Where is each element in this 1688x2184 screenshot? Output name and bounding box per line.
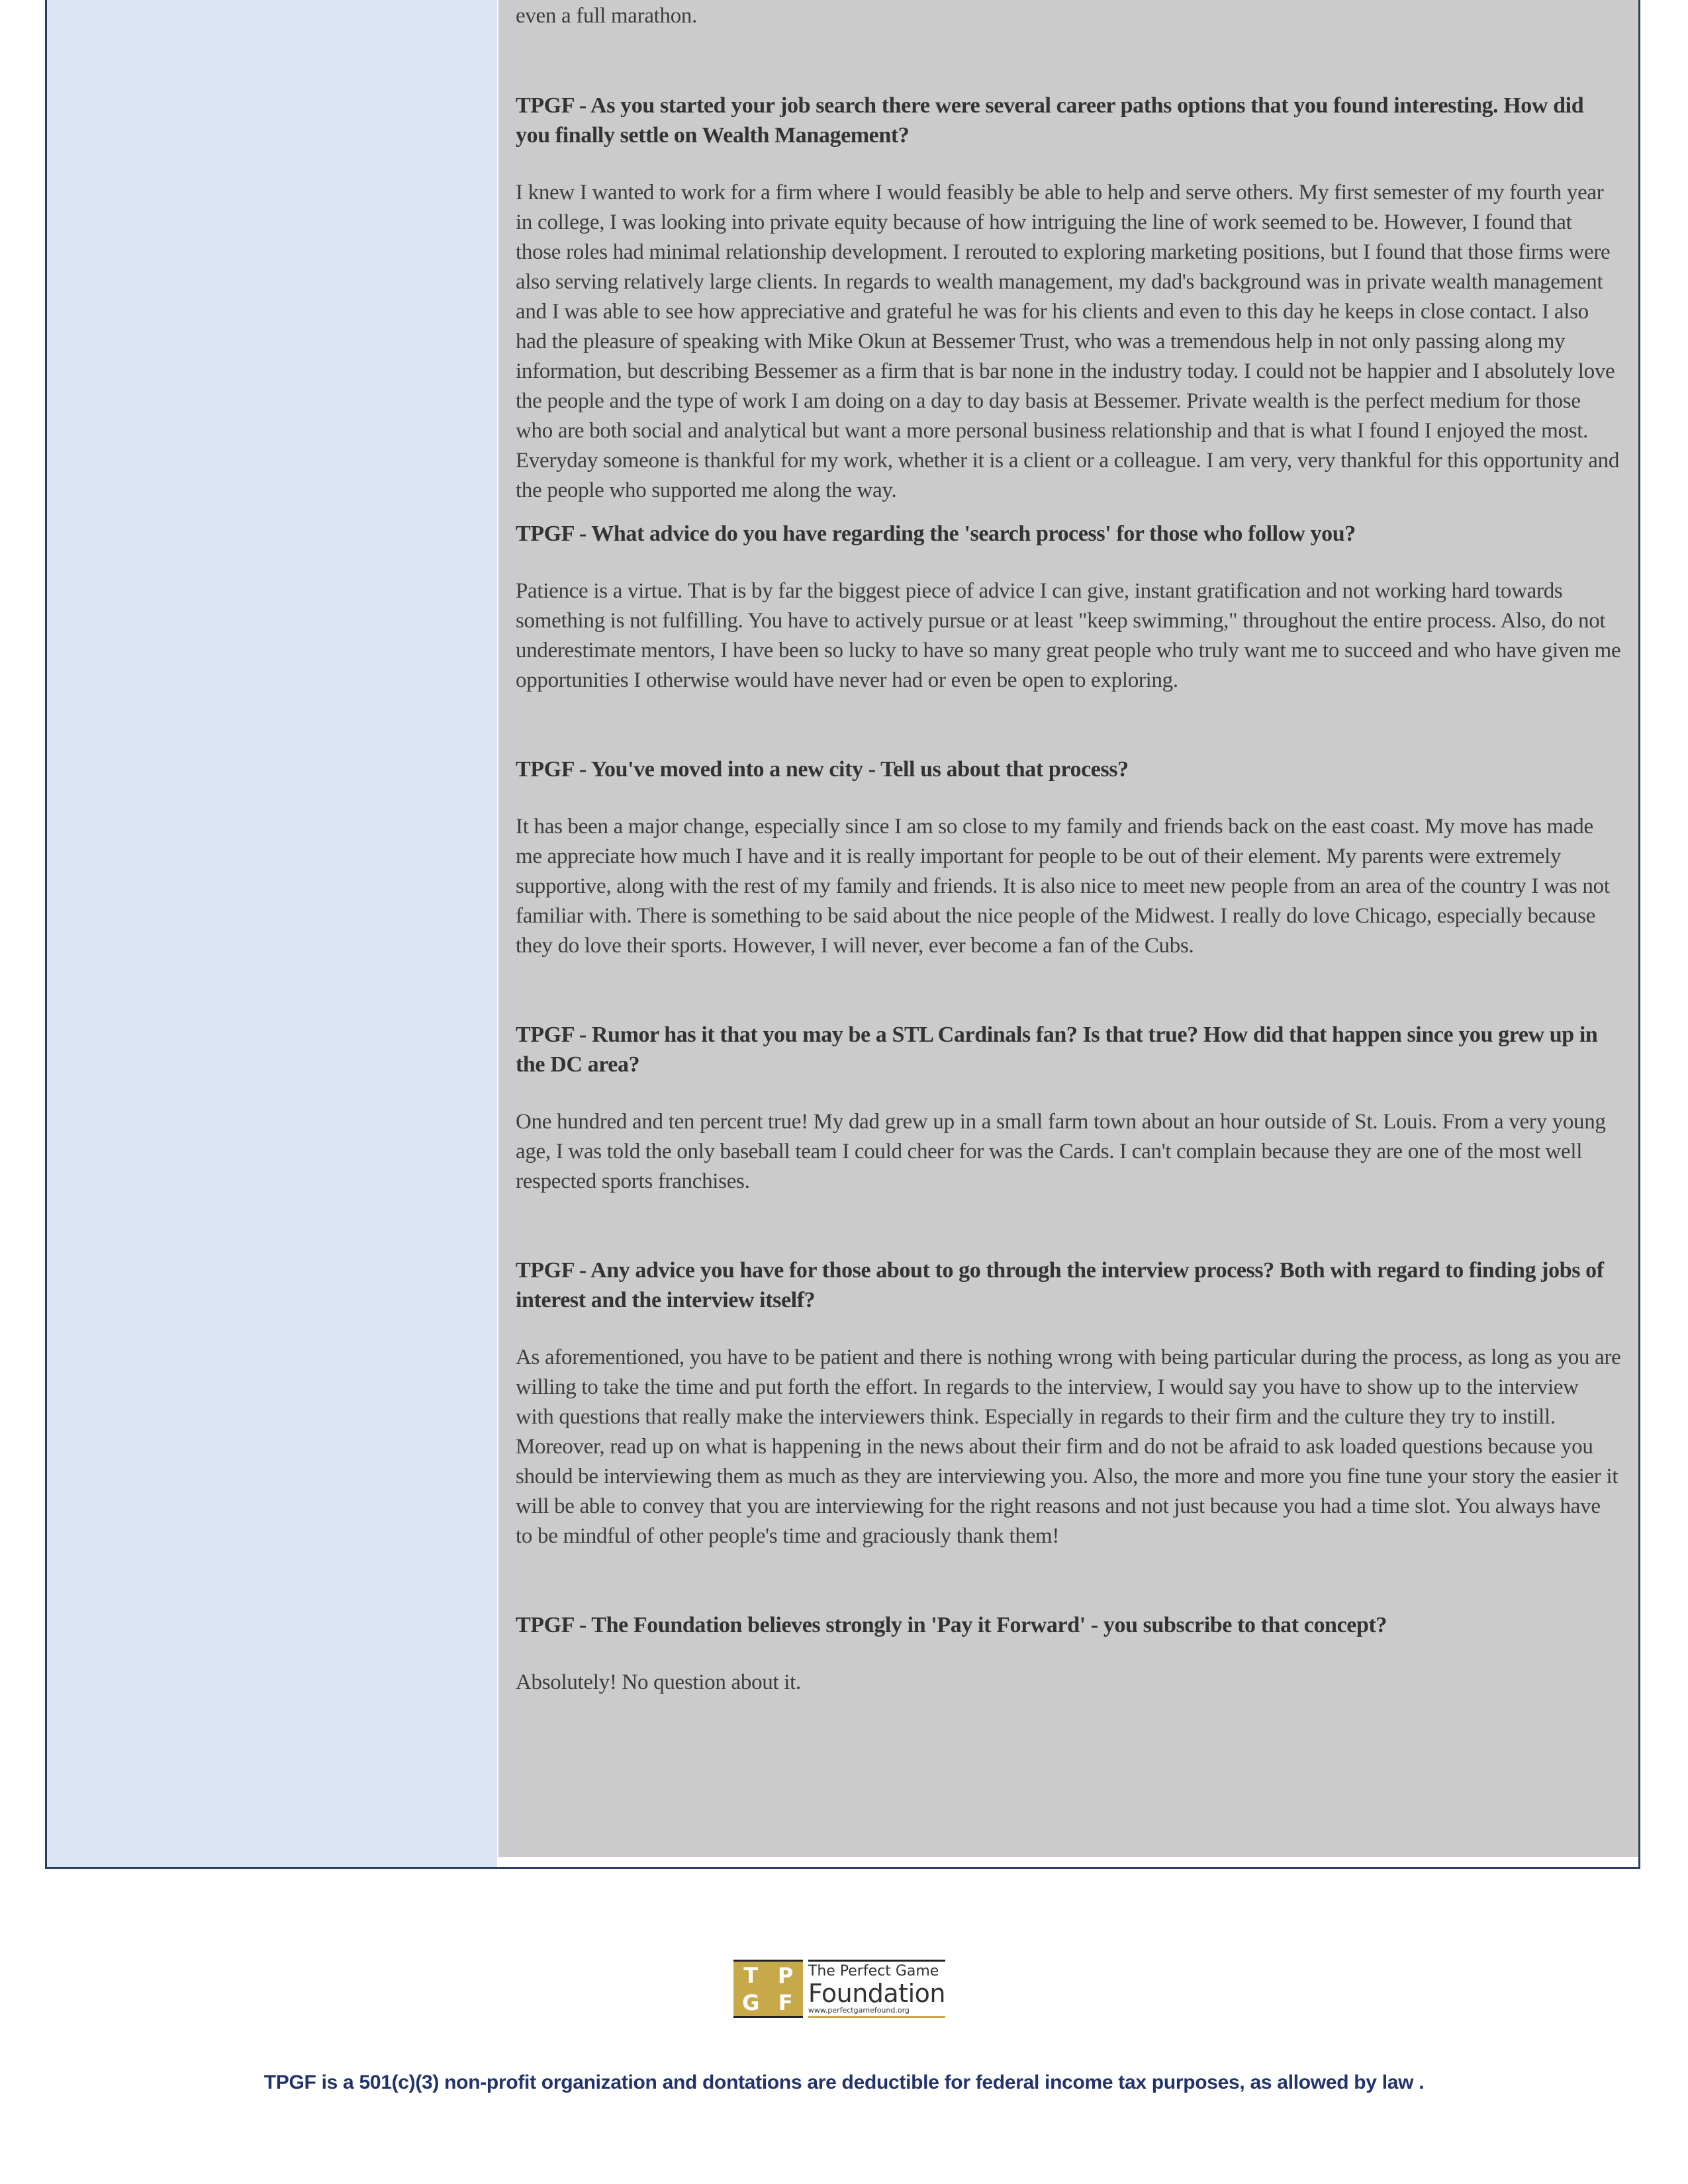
- answer-interview-advice: As aforementioned, you have to be patient and there is nothing wrong with being particular during the process, as long as you are willing to take the time and put forth the effort. In regards to the interview, I would say you have to show up to the interview with questions that really make the interviewers think. Especially in regards to their firm and the culture they try to instill. Moreover, read up on what is happening in the news about their firm and do not be afraid to ask loaded questions because you should be interviewing them as much as they are interviewing you. Also, the more and more you fine tune your story the easier it will be able to convey that you are interviewing for the right reasons and not just because you had a time slot. You always have to be mindful of other people's time and graciously thank them!: [516, 1345, 1621, 1548]
- page-frame: [45, 0, 1640, 1869]
- logo-letter-t: T: [743, 1962, 759, 1988]
- question-career-path: TPGF - As you started your job search there were several career paths options that you found interesting. How did you finally settle on Wealth Management?: [516, 93, 1584, 148]
- tpgf-logo: [733, 1956, 945, 2022]
- logo-letter-f: F: [778, 1989, 793, 2015]
- question-search-process: TPGF - What advice do you have regarding the 'search process' for those who follow you?: [516, 522, 1356, 546]
- question-new-city: TPGF - You've moved into a new city - Tell us about that process?: [516, 757, 1129, 782]
- article-content: [498, 0, 1638, 1857]
- question-cardinals-fan: TPGF - Rumor has it that you may be a STL Cardinals fan? Is that true? How did that happen since you grew up in the DC area?: [516, 1023, 1598, 1077]
- logo-line-1: The Perfect Game: [808, 1963, 939, 1979]
- answer-cardinals-fan: One hundred and ten percent true! My dad grew up in a small farm town about an hour outside of St. Louis. From a very young age, I was told the only baseball team I could cheer for was the Cards. I can't complain because they are one of the most well respected sports franchises.: [516, 1110, 1606, 1193]
- answer-search-process: Patience is a virtue. That is by far the biggest piece of advice I can give, instant gratification and not working hard towards something is not fulfilling. You have to actively pursue or at least "keep swimming," throughout the entire process. Also, do not underestimate mentors, I have been so lucky to have so many great people who truly want me to succeed and who have given me opportunities I otherwise would have never had or even be open to exploring.: [516, 579, 1621, 692]
- answer-pay-it-forward: Absolutely! No question about it.: [516, 1670, 801, 1694]
- left-sidebar: [47, 0, 497, 1867]
- logo-line-2: Foundation: [808, 1979, 945, 2008]
- answer-career-path: I knew I wanted to work for a firm where I would feasibly be able to help and serve others. My first semester of my fourth year in college, I was looking into private equity because of how intriguing the line of work seemed to be. However, I found that those roles had minimal relationship development. I rerouted to exploring marketing positions, but I found that those firms were also serving relatively large clients. In regards to wealth management, my dad's background was in private wealth management and I was able to see how appreciative and grateful he was for his clients and even to this day he keeps in close contact. I also had the pleasure of speaking with Mike Okun at Bessemer Trust, who was a tremendous help in not only passing along my information, but describing Bessemer as a firm that is bar none in the industry today. I could not be happier and I absolutely love the people and the type of work I am doing on a day to day basis at Bessemer. Private wealth is the perfect medium for those who are both social and analytical but want a more personal business relationship and that is what I found I enjoyed the most. Everyday someone is thankful for my work, whether it is a client or a colleague. I am very, very thankful for this opportunity and the people who supported me along the way.: [516, 181, 1620, 502]
- intro-tail: even a full marathon.: [516, 4, 698, 28]
- tpgf-logo-text: [808, 1960, 945, 2018]
- logo-letter-p: P: [777, 1962, 794, 1988]
- footer-nonprofit-note: TPGF is a 501(c)(3) non-profit organization and dontations are deductible for federal income tax purposes, as allowed by law .: [263, 2071, 1425, 2093]
- logo-url: www.perfectgamefound.org: [808, 2006, 910, 2015]
- answer-new-city: It has been a major change, especially since I am so close to my family and friends back on the east coast. My move has made me appreciate how much I have and it is really important for people to be out of their element. My parents were extremely supportive, along with the rest of my family and friends. It is also nice to meet new people from an area of the country I was not familiar with. There is something to be said about the nice people of the Midwest. I really do love Chicago, especially because they do love their sports. However, I will never, ever become a fan of the Cubs.: [516, 815, 1610, 958]
- tpgf-logo-mark: [733, 1960, 803, 2018]
- question-pay-it-forward: TPGF - The Foundation believes strongly in 'Pay it Forward' - you subscribe to that concept?: [516, 1613, 1387, 1637]
- logo-letter-g: G: [742, 1989, 760, 2015]
- question-interview-advice: TPGF - Any advice you have for those about to go through the interview process? Both with regard to finding jobs of interest and the interview itself?: [516, 1258, 1604, 1312]
